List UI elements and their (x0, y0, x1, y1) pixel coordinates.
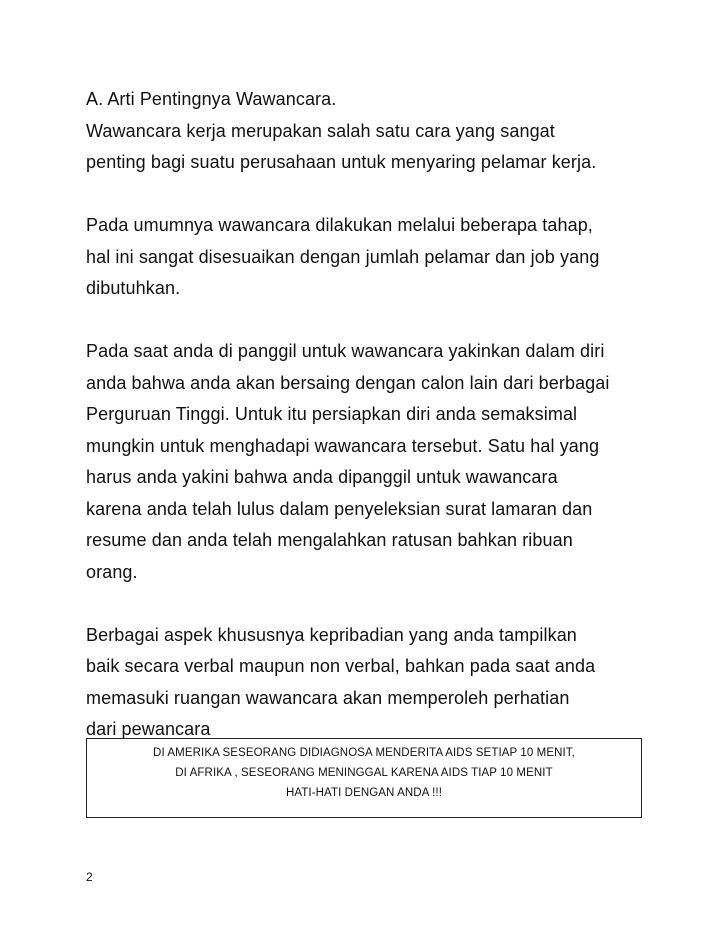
text-line: baik secara verbal maupun non verbal, bahkan pada saat anda (86, 656, 596, 676)
text-line: Berbagai aspek khususnya kepribadian yang anda tampilkan (86, 624, 577, 645)
notice-line: DI AMERIKA SESEORANG DIDIAGNOSA MENDERITA AIDS SETIAP 10 MENIT, (153, 747, 575, 759)
text-line: Pada saat anda di panggil untuk wawancara yakinkan dalam diri (86, 341, 605, 361)
paragraph-4 (86, 620, 656, 746)
document-body (86, 84, 656, 777)
section-heading-and-intro (86, 84, 656, 179)
paragraph-2 (86, 210, 656, 305)
notice-line: HATI-HATI DENGAN ANDA !!! (285, 787, 443, 799)
text-line: memasuki ruangan wawancara akan memperoleh perhatian (86, 687, 570, 708)
notice-line: DI AFRIKA , SESEORANG MENINGGAL KARENA AIDS TIAP 10 MENIT (175, 767, 553, 779)
text-line: Perguruan Tinggi. Untuk itu persiapkan diri anda semaksimal (86, 404, 578, 424)
text-line: resume dan anda telah mengalahkan ratusan bahkan ribuan (86, 530, 573, 550)
text-line: dari pewancara (86, 719, 211, 739)
page-number: 2 (86, 870, 93, 884)
text-line: harus anda yakini bahwa anda dipanggil untuk wawancara (86, 467, 558, 487)
text-line: anda bahwa anda akan bersaing dengan calon lain dari berbagai (86, 372, 610, 393)
text-line: orang. (86, 561, 138, 582)
aids-notice-box (86, 738, 642, 818)
text-line: penting bagi suatu perusahaan untuk menyaring pelamar kerja. (86, 152, 597, 172)
text-line: dibutuhkan. (86, 278, 181, 298)
paragraph-3 (86, 336, 656, 588)
text-line: Pada umumnya wawancara dilakukan melalui beberapa tahap, (86, 215, 593, 235)
paragraph-1 (86, 116, 656, 179)
text-line: karena anda telah lulus dalam penyeleksian surat lamaran dan (86, 498, 593, 519)
text-line: mungkin untuk menghadapi wawancara tersebut. Satu hal yang (86, 435, 600, 456)
text-line: Wawancara kerja merupakan salah satu cara yang sangat (86, 120, 555, 141)
text-line: hal ini sangat disesuaikan dengan jumlah pelamar dan job yang (86, 246, 600, 267)
section-heading: A. Arti Pentingnya Wawancara. (86, 89, 337, 109)
